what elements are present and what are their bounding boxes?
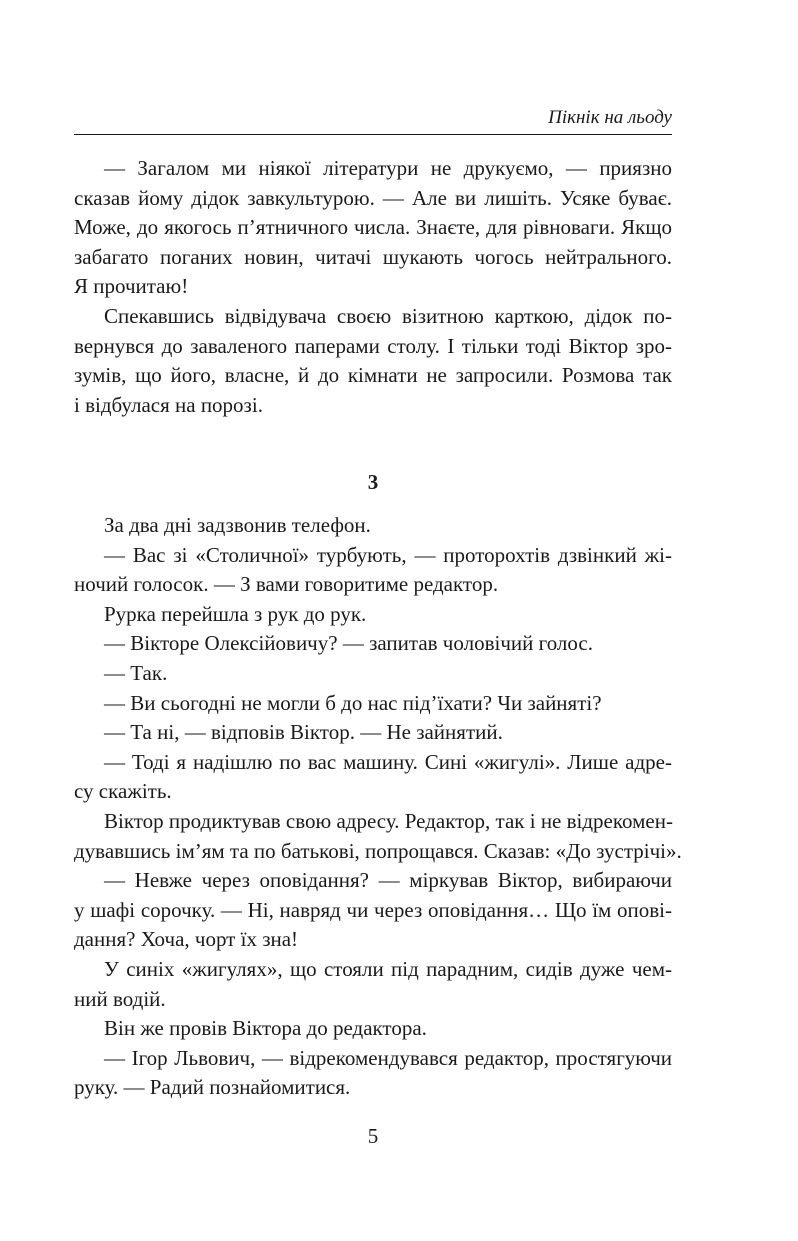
text-line: — Ви сьогодні не могли б до нас під’їхати? Чи зайняті?: [104, 690, 602, 715]
text-line: дання? Хоча, чорт їх зна!: [74, 927, 299, 952]
chapter-number: 3: [367, 470, 379, 494]
text-line: — Так.: [104, 660, 168, 685]
text-line: Спекавшись відвідувача своєю візитною карткою, дідок по-: [104, 303, 672, 328]
running-header: Пікнік на льоду: [548, 107, 672, 128]
text-line: су скажіть.: [74, 779, 172, 804]
text-line: зумів, що його, власне, й до кімнати не запросили. Розмова так: [74, 363, 672, 388]
text-line: Віктор продиктував свою адресу. Редактор, так і не відрекомен-: [104, 808, 673, 833]
text-line: ночий голосок. — З вами говоритиме редактор.: [74, 572, 499, 597]
text-line: ний водій.: [74, 986, 166, 1011]
text-line: — Тоді я надішлю по вас машину. Сині «жигулі». Лише адре-: [104, 749, 672, 774]
text-line: вернувся до заваленого паперами столу. І тільки тоді Віктор зро-: [74, 333, 672, 358]
text-line: — Вас зі «Столичної» турбують, — проторохтів дзвінкий жі-: [104, 542, 672, 567]
text-line: — Загалом ми ніякої літератури не друкуємо, — приязно: [104, 156, 672, 180]
text-line: Може, до якогось п’ятничного числа. Знаєте, для рівноваги. Якщо: [74, 215, 672, 240]
text-line: — Ігор Львович, — відрекомендувався редактор, простягуючи: [104, 1045, 672, 1070]
section-2-text: [74, 511, 682, 1103]
section-1-text: [74, 154, 672, 420]
text-line: сказав йому дідок завкультурою. — Але ви лишіть. Усяке буває.: [74, 185, 672, 210]
text-line: — Вікторе Олексійовичу? — запитав чоловічий голос.: [104, 631, 593, 656]
text-line: руку. — Радий познайомитися.: [74, 1075, 351, 1100]
text-line: За два дні задзвонив телефон.: [104, 513, 371, 537]
text-line: — Невже через оповідання? — міркував Віктор, вибираючи: [104, 868, 672, 893]
text-line: Він же провів Віктора до редактора.: [104, 1016, 427, 1041]
text-line: У синіх «жигулях», що стояли під парадним, сидів дуже чем-: [104, 956, 672, 981]
page-number: 5: [367, 1124, 379, 1148]
text-line: у шафі сорочку. — Ні, навряд чи через оповідання… Що їм опові-: [74, 897, 672, 922]
text-line: дувавшись ім’ям та по батькові, попрощався. Сказав: «До зустрічі».: [74, 838, 682, 863]
header-rule: [74, 134, 672, 135]
text-line: — Та ні, — відповів Віктор. — Не зайнятий.: [104, 720, 503, 745]
text-line: Я прочитаю!: [74, 274, 189, 299]
text-line: забагато поганих новин, читачі шукають чогось нейтрального.: [74, 244, 672, 269]
text-line: Рурка перейшла з рук до рук.: [104, 601, 367, 626]
text-line: і відбулася на порозі.: [74, 392, 263, 417]
